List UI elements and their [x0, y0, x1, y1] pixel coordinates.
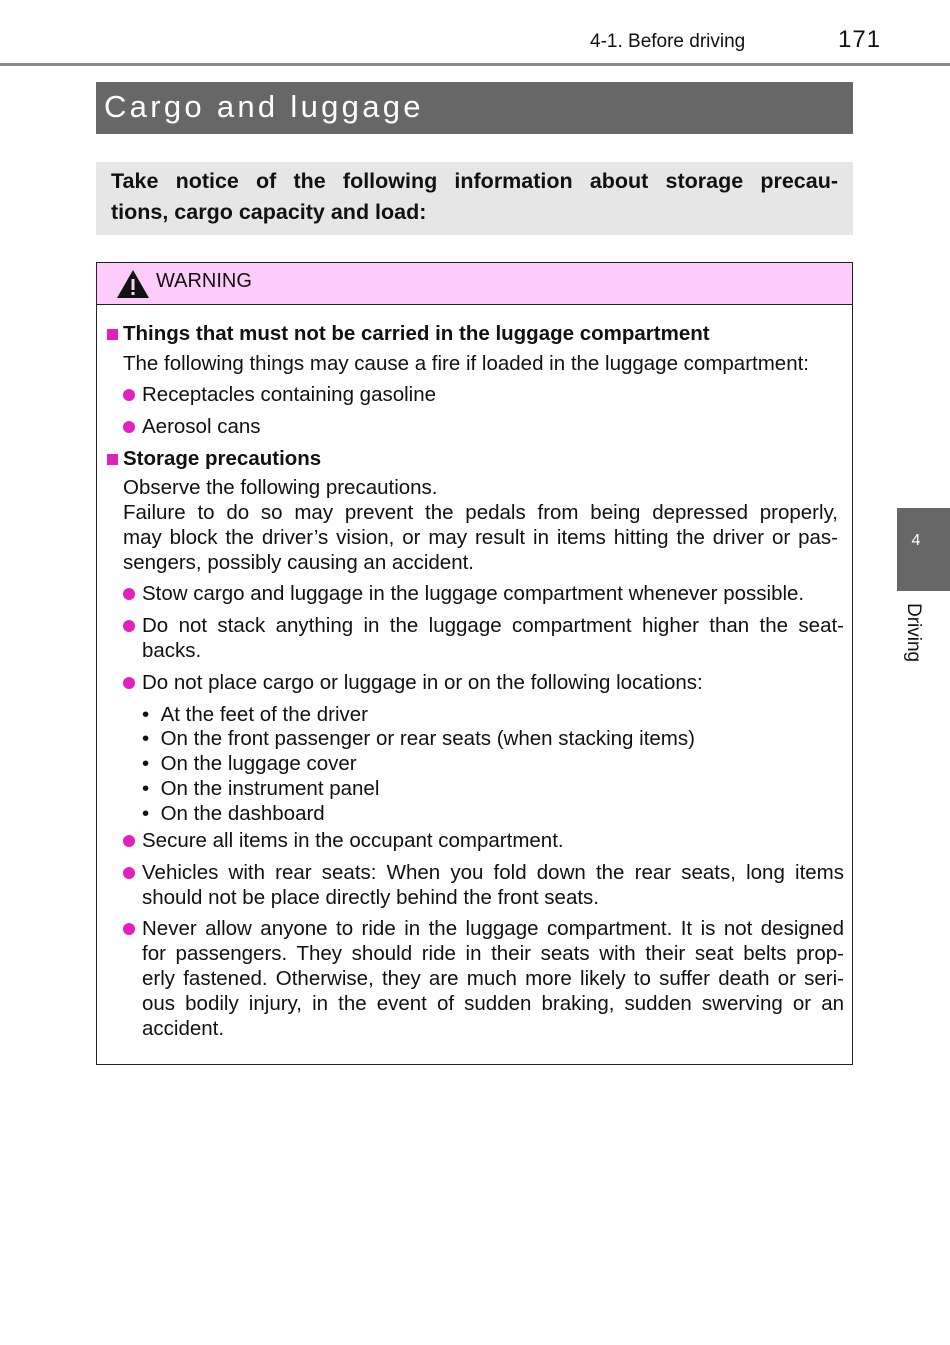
list-item-text: backs.: [142, 639, 202, 662]
list-item-text: Stow cargo and luggage in the luggage compartment whenever possible.: [142, 582, 805, 605]
section-heading: [107, 446, 847, 471]
list-item-text: for passengers. They should ride in their seats with their seat belts prop-: [142, 942, 844, 965]
list-item-text: should not be place directly behind the front seats.: [142, 886, 599, 909]
page-number: 171: [838, 26, 882, 53]
list-item-text: Receptacles containing gasoline: [142, 383, 437, 406]
section-heading-text: Things that must not be carried in the luggage compartment: [123, 322, 710, 345]
chapter-tab: [897, 508, 950, 591]
sub-list-item-text: At the feet of the driver: [160, 703, 368, 726]
square-bullet-icon: [107, 454, 118, 465]
sub-list-item-text: On the front passenger or rear seats (when stacking items): [160, 727, 695, 750]
list-item-text: Do not place cargo or luggage in or on the following locations:: [142, 671, 703, 694]
square-bullet-icon: [107, 329, 118, 340]
sub-bullet-mark: •: [142, 727, 161, 750]
list-item-text: accident.: [142, 1017, 225, 1040]
bullet-dot-icon: [123, 620, 135, 632]
section-heading: [107, 321, 847, 346]
bullet-dot-icon: [123, 923, 135, 935]
chapter-label: [902, 603, 928, 673]
section-intro: The following things may cause a fire if loaded in the luggage compartment:: [123, 352, 809, 375]
sub-list-item-text: On the instrument panel: [160, 777, 380, 800]
warning-box: [96, 262, 853, 1065]
sub-bullet-mark: •: [142, 802, 161, 825]
list-item-text: Secure all items in the occupant compartment.: [142, 829, 564, 852]
list-item: [123, 670, 703, 695]
intro-line: tions, cargo capacity and load:: [111, 200, 427, 224]
header-section-title: 4-1. Before driving: [590, 31, 746, 52]
body-line: may block the driver’s vision, or may result in items hitting the driver or pas-: [123, 526, 838, 549]
section-intro: Observe the following precautions.: [123, 476, 438, 499]
sub-bullet-mark: •: [142, 777, 161, 800]
sub-list-item: [142, 702, 368, 727]
sub-list-item-text: On the dashboard: [160, 802, 325, 825]
list-item-text: Aerosol cans: [142, 415, 261, 438]
sub-list-item: [142, 776, 379, 801]
bullet-dot-icon: [123, 588, 135, 600]
list-item-text: Never allow anyone to ride in the luggage compartment. It is not designed: [142, 917, 844, 940]
sub-list-item-text: On the luggage cover: [160, 752, 357, 775]
body-line: sengers, possibly causing an accident.: [123, 551, 474, 574]
bullet-dot-icon: [123, 421, 135, 433]
list-item: [123, 581, 804, 606]
intro-text: [111, 166, 838, 228]
sub-bullet-mark: •: [142, 703, 161, 726]
warning-label: WARNING: [156, 270, 252, 292]
sub-bullet-mark: •: [142, 752, 161, 775]
list-item-text: Do not stack anything in the luggage compartment higher than the seat-: [142, 614, 844, 637]
warning-header: [97, 263, 852, 305]
bullet-dot-icon: [123, 389, 135, 401]
list-item-text: ous bodily injury, in the event of sudden braking, sudden swerving or an: [142, 992, 844, 1015]
list-item-text: Vehicles with rear seats: When you fold down the rear seats, long items: [142, 861, 844, 884]
sub-list-item: [142, 751, 357, 776]
page-title: Cargo and luggage: [104, 89, 424, 124]
intro-box: [96, 162, 853, 235]
body-line: Failure to do so may prevent the pedals from being depressed properly,: [123, 501, 838, 524]
sub-list-item: [142, 726, 695, 751]
bullet-dot-icon: [123, 835, 135, 847]
list-item: [123, 414, 261, 439]
list-item: [123, 828, 564, 853]
bullet-dot-icon: [123, 677, 135, 689]
header-rule: [0, 63, 950, 66]
sub-list-item: [142, 801, 325, 826]
section-heading-text: Storage precautions: [123, 447, 322, 470]
intro-line: Take notice of the following information about storage precau-: [111, 169, 838, 193]
list-item: [123, 382, 436, 407]
warning-triangle-icon: [116, 269, 150, 299]
list-item-text: erly fastened. Otherwise, they are much more likely to suffer death or seri-: [142, 967, 844, 990]
page-title-bar: [96, 82, 853, 134]
chapter-number: 4: [911, 532, 921, 549]
chapter-label-text: Driving: [903, 603, 924, 663]
bullet-dot-icon: [123, 867, 135, 879]
